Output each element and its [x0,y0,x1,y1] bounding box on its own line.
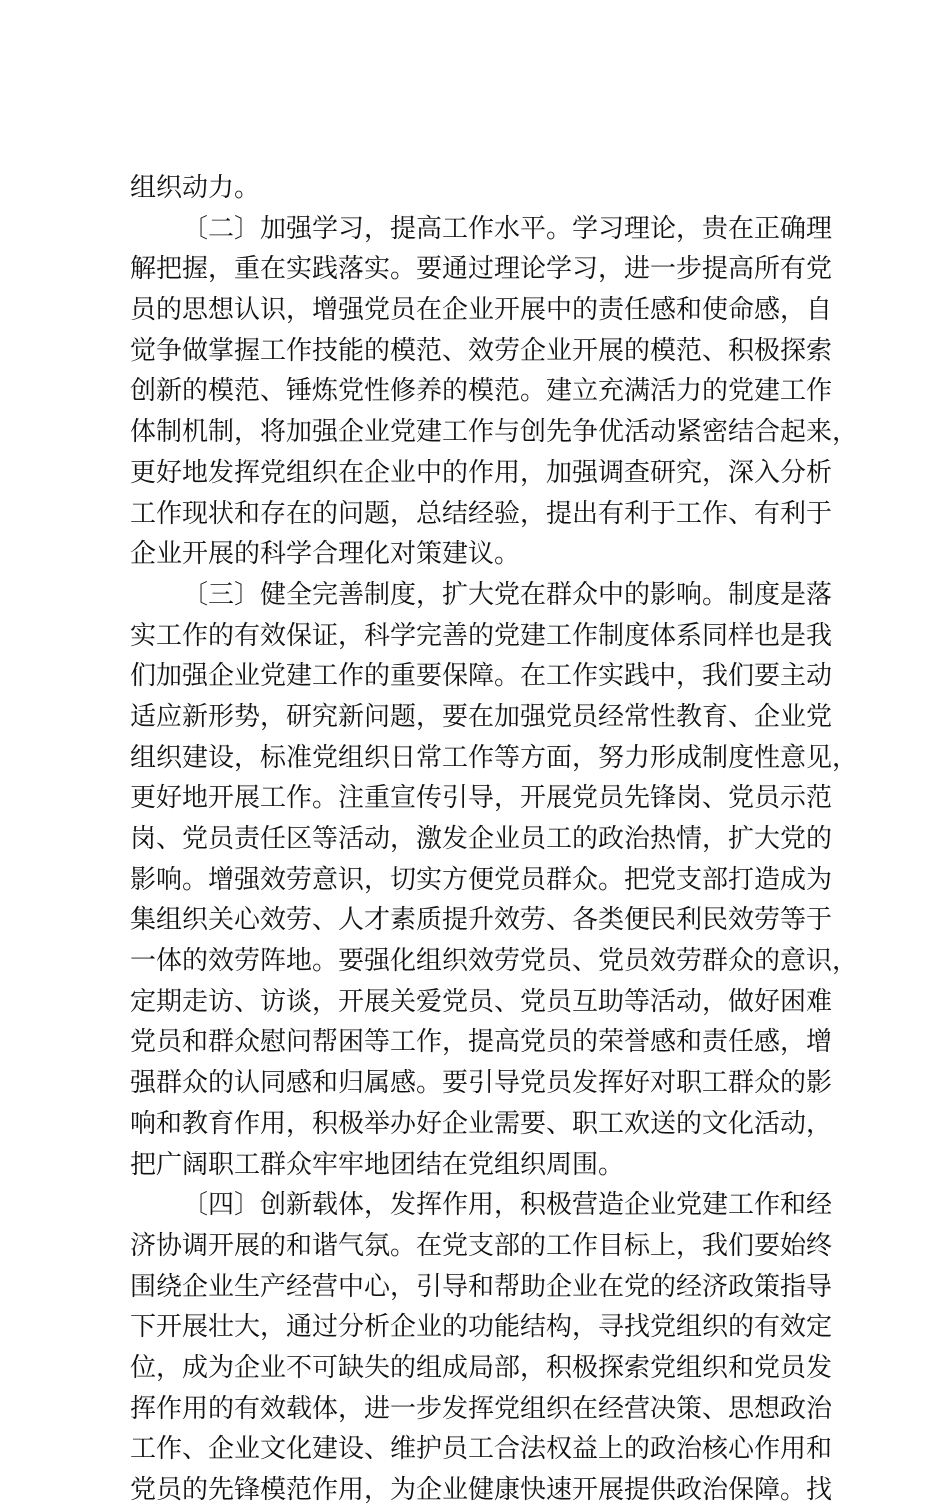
text-line: 党员的先锋模范作用，为企业健康快速开展提供政治保障。找 [130,1475,833,1505]
text-line-paragraph-end: 把广阔职工群众牢牢地团结在党组织周围。 [130,1149,625,1180]
text-line-paragraph-start: 〔四〕创新载体，发挥作用，积极营造企业党建工作和经 [182,1190,833,1221]
text-line: 工作现状和存在的问题，总结经验，提出有利于工作、有利于 [130,498,833,529]
text-line: 围绕企业生产经营中心，引导和帮助企业在党的经济政策指导 [130,1271,833,1302]
text-line: 济协调开展的和谐气氛。在党支部的工作目标上，我们要始终 [130,1230,833,1261]
text-line: 解把握，重在实践落实。要通过理论学习，进一步提高所有党 [130,254,833,285]
text-line: 们加强企业党建工作的重要保障。在工作实践中，我们要主动 [130,661,833,692]
text-line: 更好地开展工作。注重宣传引导，开展党员先锋岗、党员示范 [130,783,833,814]
text-line-paragraph-end: 组织动力。 [130,173,261,203]
text-line: 觉争做掌握工作技能的模范、效劳企业开展的模范、积极探索 [130,335,833,366]
text-line: 下开展壮大，通过分析企业的功能结构，寻找党组织的有效定 [130,1312,833,1343]
text-line: 员的思想认识，增强党员在企业开展中的责任感和使命感，自 [130,295,833,326]
body-text [130,168,859,1511]
text-line: 党员和群众慰问帮困等工作，提高党员的荣誉感和责任感，增 [130,1027,833,1058]
text-line: 响和教育作用，积极举办好企业需要、职工欢送的文化活动， [130,1108,833,1139]
text-line: 集组织关心效劳、人才素质提升效劳、各类便民利民效劳等于 [130,905,833,936]
text-line: 更好地发挥党组织在企业中的作用，加强调查研究，深入分析 [130,457,833,488]
text-line: 位，成为企业不可缺失的组成局部，积极探索党组织和党员发 [130,1352,833,1383]
text-line: 体制机制，将加强企业党建工作与创先争优活动紧密结合起来， [130,417,859,448]
text-line: 影响。增强效劳意识，切实方便党员群众。把党支部打造成为 [130,864,833,895]
text-line-paragraph-end: 企业开展的科学合理化对策建议。 [130,539,521,570]
text-line: 强群众的认同感和归属感。要引导党员发挥好对职工群众的影 [130,1068,833,1099]
text-line: 挥作用的有效载体，进一步发挥党组织在经营决策、思想政治 [130,1393,833,1424]
text-line: 创新的模范、锤炼党性修养的模范。建立充满活力的党建工作 [130,376,833,407]
text-line: 组织建设，标准党组织日常工作等方面，努力形成制度性意见， [130,742,859,773]
text-line-paragraph-start: 〔二〕加强学习，提高工作水平。学习理论，贵在正确理 [182,213,833,244]
text-line: 实工作的有效保证，科学完善的党建工作制度体系同样也是我 [130,620,833,651]
text-line: 适应新形势，研究新问题，要在加强党员经常性教育、企业党 [130,701,833,732]
text-line: 一体的效劳阵地。要强化组织效劳党员、党员效劳群众的意识， [130,946,859,977]
text-line-paragraph-start: 〔三〕健全完善制度，扩大党在群众中的影响。制度是落 [182,579,833,610]
text-line: 工作、企业文化建设、维护员工合法权益上的政治核心作用和 [130,1434,833,1465]
text-line: 岗、党员责任区等活动，激发企业员工的政治热情，扩大党的 [130,824,833,854]
text-line: 定期走访、访谈，开展关爱党员、党员互助等活动，做好困难 [130,986,833,1017]
